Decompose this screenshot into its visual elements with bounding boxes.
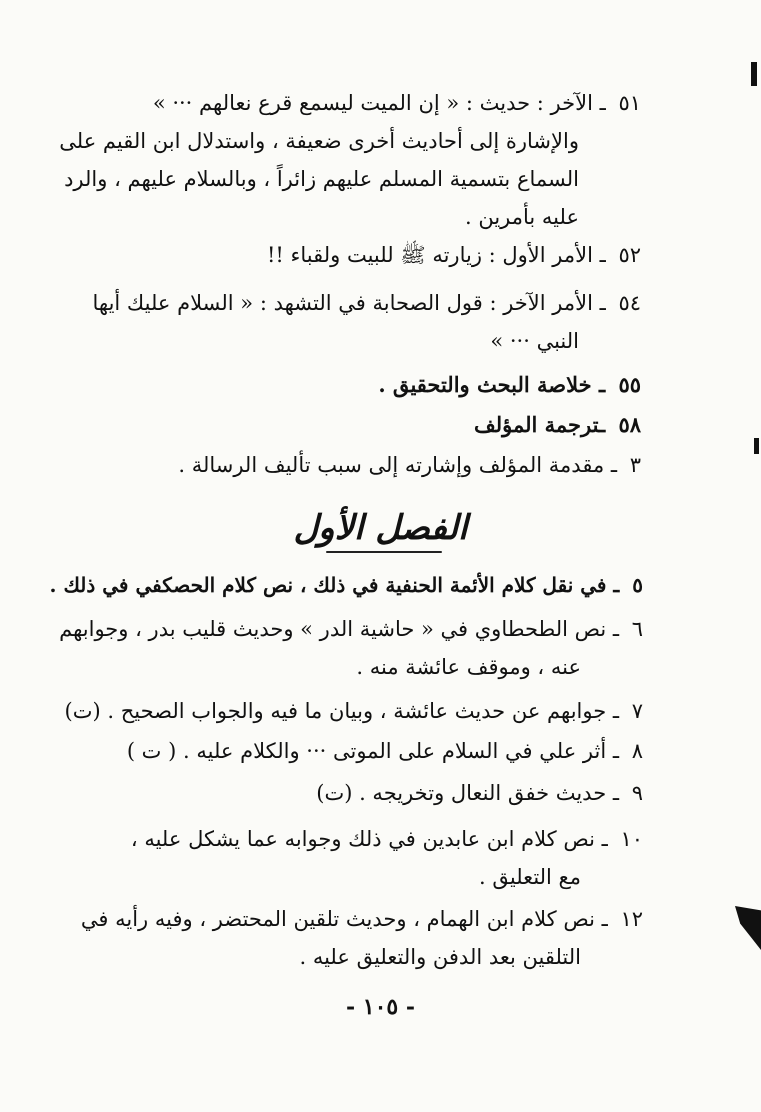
toc-entry [3,820,643,896]
entry-continuation: مع التعليق . [479,865,581,889]
entry-text: نص الطحطاوي في « حاشية الدر » وحديث قليب بدر ، وجوابهم [59,617,607,641]
toc-entry [41,406,641,444]
entry-text: الآخر : حديث : « إن الميت ليسمع قرع نعالهم ··· » [152,91,593,115]
entry-number: ٥٢ [618,243,641,267]
title-underline [326,551,442,553]
entry-number: ٥٨ [618,412,641,437]
entry-separator: ـ [594,827,615,851]
entry-number: ١٠ [620,827,643,851]
entry-continuation: التلقين بعد الدفن والتعليق عليه . [299,945,581,969]
entry-text: مقدمة المؤلف وإشارته إلى سبب تأليف الرسالة . [178,453,605,477]
entry-text: جوابهم عن حديث عائشة ، وبيان ما فيه والجواب الصحيح . (ت) [64,699,607,723]
entry-number: ٨ [631,739,643,763]
entry-separator: ـ [606,617,626,641]
entry-number: ١٢ [620,907,643,931]
scan-mark-mid-right [754,438,759,454]
entry-text: نص كلام ابن الهمام ، وحديث تلقين المحتضر ، وفيه رأيه في [80,907,595,931]
entry-separator: ـ [592,291,613,315]
toc-entry [3,692,643,730]
entry-separator: ـ [606,781,626,805]
entry-continuation: النبي ··· » [490,329,579,353]
entry-continuation: عليه بأمرين . [464,205,579,229]
entry-text: الأمر الآخر : قول الصحابة في التشهد : « السلام عليك أيها [92,291,593,315]
entry-number: ٥٥ [618,372,641,397]
entry-separator: ـ [606,739,626,763]
toc-entry [3,900,643,976]
entry-separator: ـ [592,243,613,267]
entry-separator: ـ [594,907,615,931]
entry-continuation: والإشارة إلى أحاديث أخرى ضعيفة ، واستدلال ابن القيم على [59,129,579,153]
entry-text: نص كلام ابن عابدين في ذلك وجوابه عما يشكل عليه ، [130,827,595,851]
entry-text: الأمر الأول : زيارته ﷺ للبيت ولقباء !! [266,243,593,267]
entry-text: أثر علي في السلام على الموتى ··· والكلام عليه . ( ت ) [126,739,607,763]
entry-continuation: عنه ، وموقف عائشة منه . [356,655,581,679]
page-number: - ١٠٥ - [345,994,416,1020]
entry-text: ترجمة المؤلف [473,412,599,437]
entry-separator: ـ [604,453,624,477]
toc-entry [41,366,641,404]
section-title: الفصل الأول [293,508,468,548]
entry-number: ٥٤ [618,291,641,315]
entry-number: ٦ [631,617,643,641]
entry-text: في نقل كلام الأئمة الحنفية في ذلك ، نص كلام الحصكفي في ذلك . [49,573,607,597]
entry-separator: ـ [592,91,613,115]
entry-number: ٥ [632,573,643,597]
toc-entry [3,774,643,812]
entry-number: ٧ [631,699,643,723]
toc-entry [3,566,643,604]
entry-number: ٩ [631,781,643,805]
scan-mark-bottom-right [735,906,761,950]
entry-number: ٥١ [618,91,641,115]
toc-entry [3,732,643,770]
entry-text: حديث خفق النعال وتخريجه . (ت) [316,781,607,805]
toc-entry [41,284,641,360]
entry-number: ٣ [629,453,641,477]
toc-entry [101,446,641,484]
entry-text: خلاصة البحث والتحقيق . [378,372,592,397]
toc-entry [41,84,641,236]
entry-continuation: السماع بتسمية المسلم عليهم زائراً ، وبالسلام عليهم ، والرد [64,167,579,191]
toc-entry [3,610,643,686]
entry-separator: ـ [606,573,627,597]
toc-entry [41,236,641,274]
entry-separator: ـ [598,412,613,437]
scan-mark-top-right [751,62,757,86]
entry-separator: ـ [606,699,626,723]
entry-separator: ـ [591,372,613,397]
